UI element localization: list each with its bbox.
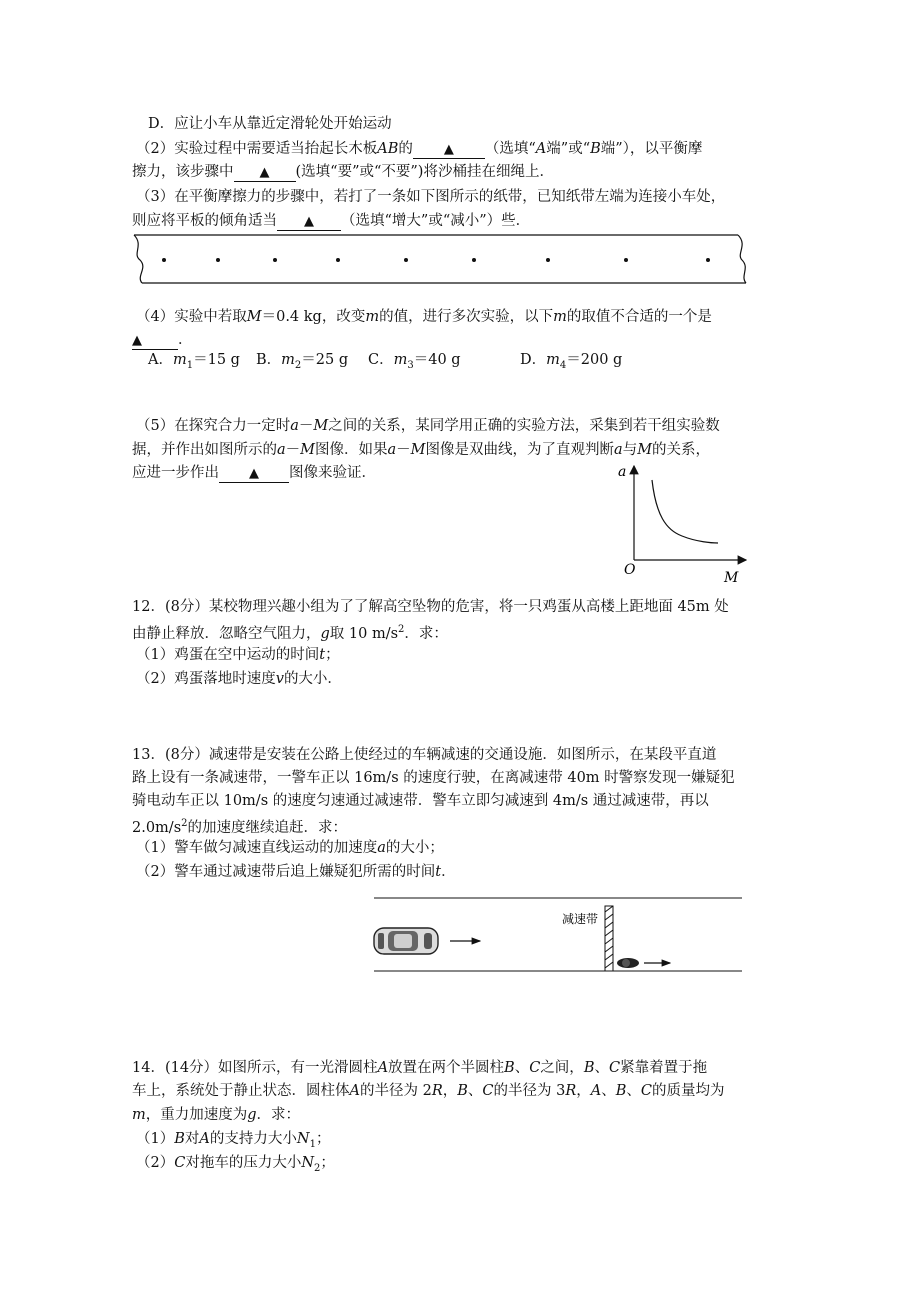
option-d-line: D．应让小车从靠近定滑轮处开始运动 (148, 116, 392, 132)
question-5-line-2: 据，并作出如图所示的a－M图像．如果a－M图像是双曲线，为了直观判断a与M的关系， (132, 442, 711, 458)
police-car (374, 928, 438, 954)
question-4-line-1: （4）实验中若取M＝0.4 kg，改变m的值，进行多次实验，以下m的取值不合适的一个是 (136, 309, 712, 325)
hyperbola-curve (652, 480, 718, 543)
tape-dot (162, 258, 166, 262)
origin-label: O (624, 562, 636, 578)
answer-blank[interactable]: ▲ (277, 213, 341, 231)
question-3-line-1: （3）在平衡摩擦力的步骤中，若打了一条如下图所示的纸带，已知纸带左端为连接小车处， (136, 189, 726, 205)
road-figure (368, 890, 746, 978)
tape-dot (706, 258, 710, 262)
tape-left-tear (134, 235, 143, 283)
speed-bump (605, 906, 613, 971)
question-5-line-3: 应进一步作出 ▲ 图像来验证． (132, 465, 376, 481)
question-14-line-3: m，重力加速度为g．求： (132, 1107, 301, 1123)
question-13-line-3: 骑电动车正以 10m/s 的速度匀速通过减速带．警车立即匀减速到 4m/s 通过减速带，再以 (132, 793, 709, 809)
question-12-line-1: 12．(8分）某校物理兴趣小组为了了解高空坠物的危害，将一只鸡蛋从高楼上距地面 45m 处 (132, 599, 729, 615)
paper-tape-figure (130, 230, 752, 288)
tape-dot (216, 258, 220, 262)
question-5-line-1: （5）在探究合力一定时a－M之间的关系，某同学用正确的实验方法，采集到若干组实验数 (136, 418, 720, 434)
question-13-line-4: $2.0m/s^2$的加速度继续追赶．求： (132, 818, 348, 836)
question-12-line-2: 由静止释放．忽略空气阻力，g取 10 $m/s^2$．求： (132, 624, 448, 642)
answer-blank[interactable]: ▲ (219, 465, 289, 483)
question-13-part-2: （2）警车通过减速带后追上嫌疑犯所需的时间t． (136, 864, 456, 880)
question-12-part-2: （2）鸡蛋落地时速度v的大小． (136, 671, 342, 687)
tape-dot (624, 258, 628, 262)
tape-dot (273, 258, 277, 262)
option-a[interactable]: A．$m_1=15$ g (148, 352, 240, 371)
question-3-line-2: 则应将平板的倾角适当 ▲ （选填“增大”或“减小”）些． (132, 213, 531, 229)
answer-blank[interactable]: ▲ (234, 164, 296, 182)
answer-blank[interactable]: ▲ (132, 332, 178, 350)
option-d[interactable]: D．$m_4=200$ g (520, 352, 623, 371)
question-14-line-2: 车上，系统处于静止状态．圆柱体A的半径为 2R，B、C的半径为 3R，A、B、C的质量均为 (132, 1083, 725, 1099)
question-13-line-2: 路上设有一条减速带，一警车正以 16m/s 的速度行驶，在离减速带 40m 时警察发现一嫌疑犯 (132, 770, 735, 786)
option-b[interactable]: B．$m_2=25$ g (256, 352, 349, 371)
tape-dot (404, 258, 408, 262)
question-14-part-1: （1）B对A的支持力大小$N_1$； (136, 1131, 331, 1150)
question-12-part-1: （1）鸡蛋在空中运动的时间t； (136, 647, 340, 663)
tape-right-tear (738, 235, 746, 283)
suspect-electric-bike (617, 958, 639, 968)
question-4-line-2: ▲ ． (132, 332, 193, 348)
question-2-line-2: 擦力，该步骤中 ▲ (选填“要”或“不要”)将沙桶挂在细绳上． (132, 164, 554, 180)
a-m-graph (612, 460, 762, 588)
x-axis-label: M (724, 570, 739, 586)
option-c[interactable]: C．$m_3=40$ g (368, 352, 461, 371)
question-2-line-1: （2）实验过程中需要适当抬起长木板AB的 ▲ （选填“A端”或“B端”），以平衡摩 (136, 141, 703, 157)
y-axis-label: a (618, 464, 627, 480)
answer-blank[interactable]: ▲ (413, 141, 485, 159)
question-13-line-1: 13．(8分）减速带是安装在公路上使经过的车辆减速的交通设施．如图所示，在某段平直道 (132, 747, 717, 763)
question-13-part-1: （1）警车做匀减速直线运动的加速度a的大小； (136, 840, 444, 856)
tape-dot (472, 258, 476, 262)
question-14-line-1: 14．(14分）如图所示，有一光滑圆柱A放置在两个半圆柱B、C之间，B、C紧靠着置于拖 (132, 1060, 708, 1076)
speed-bump-label: 减速带 (562, 912, 599, 926)
question-14-part-2: （2）C对拖车的压力大小$N_2$； (136, 1155, 335, 1174)
tape-dot (546, 258, 550, 262)
tape-dot (336, 258, 340, 262)
